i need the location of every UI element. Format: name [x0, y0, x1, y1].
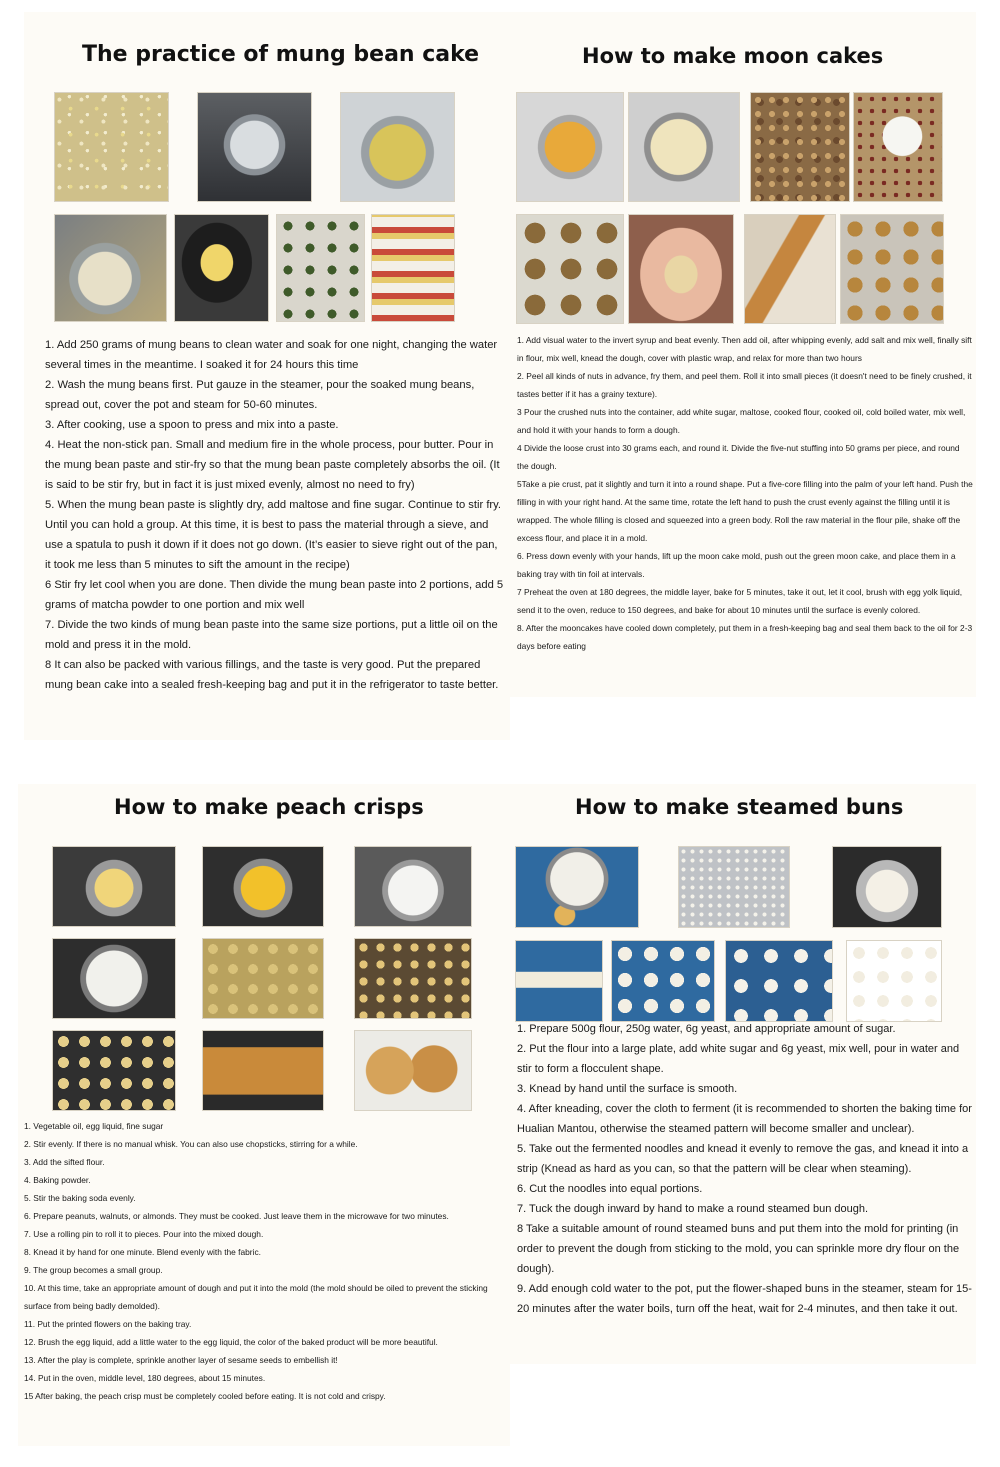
step-item: 6. Cut the noodles into equal portions. — [517, 1183, 703, 1195]
step-item: 11. Put the printed flowers on the baking tray. — [24, 1319, 192, 1329]
photo-invert-syrup — [516, 92, 624, 202]
step-item: 6 Stir fry let cool when you are done. Then divide the mung bean paste into 2 portions, add 5 grams of matcha powder to one portion and mix well — [45, 579, 504, 611]
step-item: 8 It can also be packed with various fillings, and the taste is very good. Put the prepared mung bean cake into a sealed fresh-keeping bag and put it in the refrigerator to taste better. — [45, 659, 499, 691]
step-item: 4 Divide the loose crust into 30 grams each, and round it. Divide the five-nut stuffing into 50 grams per piece, and round the dough. — [517, 443, 960, 471]
step-item: 12. Brush the egg liquid, add a little water to the egg liquid, the color of the baked product will be more beautiful. — [24, 1337, 438, 1347]
photo-round-buns — [725, 940, 833, 1022]
photo-dough-strip — [515, 940, 603, 1022]
step-item: 3. After cooking, use a spoon to press and mix into a paste. — [45, 419, 339, 431]
photo-flour-yeast — [515, 846, 639, 928]
photo-whisk-egg — [202, 846, 324, 927]
step-item: 7. Tuck the dough inward by hand to make a round steamed bun dough. — [517, 1203, 869, 1215]
photo-wrapping-filling — [628, 214, 734, 324]
step-item: 4. Heat the non-stick pan. Small and medium fire in the whole process, pour butter. Pour in the mung bean paste and stir-fry so that the mung bean paste completely absorbs the oil. (It is said to be stir fry, but in fact it is just mixed evenly, almost no need to fry) — [45, 439, 500, 491]
photo-molded-cakes-tray — [276, 214, 365, 322]
photo-mixed-dough — [202, 938, 324, 1019]
step-item: 8 Take a suitable amount of round steamed buns and put them into the mold for printing (in order to prevent the dough from sticking to the mold, you can sprinkle more dry flour on the dough). — [517, 1223, 960, 1275]
step-item: 8. Knead it by hand for one minute. Blend evenly with the fabric. — [24, 1247, 261, 1257]
step-item: 2. Peel all kinds of nuts in advance, fry them, and peel them. Roll it into small pieces (it doesn't need to be finely crushed, it tastes better if it has a grainy texture). — [517, 371, 972, 399]
photo-baked-moon-cakes — [840, 214, 944, 324]
photo-nut-mix — [750, 92, 850, 202]
step-item: 7 Preheat the oven at 180 degrees, the middle layer, bake for 5 minutes, take it out, let it cool, brush with egg yolk liquid, send it to the oven, reduce to 150 degrees, and bake for about 10 minutes until the surface is evenly colored. — [517, 587, 963, 615]
photo-soaked-mung-beans — [54, 92, 169, 202]
photo-cut-pieces — [611, 940, 715, 1022]
photo-steamer-pot — [197, 92, 312, 202]
step-item: 5. Take out the fermented noodles and knead it evenly to remove the gas, and knead it into a strip (Knead as hard as you can, so that the pattern will be clear when steaming). — [517, 1143, 969, 1175]
peach-crisps-section — [18, 784, 510, 1446]
photo-sieving-paste — [54, 214, 167, 322]
photo-dough-mixing — [628, 92, 740, 202]
step-item: 6. Prepare peanuts, walnuts, or almonds. They must be cooked. Just leave them in the microwave for two minutes. — [24, 1211, 449, 1221]
step-item: 9. The group becomes a small group. — [24, 1265, 163, 1275]
photo-finished-crisps — [354, 1030, 472, 1111]
photo-baked-tray — [202, 1030, 324, 1111]
step-item: 3 Pour the crushed nuts into the container, add white sugar, maltose, cooked flour, cooked oil, cold boiled water, mix well, and hold it with your hands to form a dough. — [517, 407, 966, 435]
step-item: 1. Add 250 grams of mung beans to clean water and soak for one night, changing the water several times in the meantime. I soaked it for 24 hours this time — [45, 339, 498, 371]
step-item: 15 After baking, the peach crisp must be completely cooled before eating. It is not cold and crispy. — [24, 1391, 386, 1401]
step-item: 2. Wash the mung beans first. Put gauze in the steamer, pour the soaked mung beans, spread out, cover the pot and steam for 50-60 minutes. — [45, 379, 475, 411]
step-item: 9. Add enough cold water to the pot, put the flower-shaped buns in the steamer, steam for 15-20 minutes after the water boils, turn off the heat, wait for 2-4 minutes, and then take it out. — [517, 1283, 972, 1315]
mung-bean-cake-section — [24, 12, 510, 740]
photo-filling-balls — [516, 214, 624, 324]
steps-list — [24, 1117, 506, 1405]
steps-list — [517, 331, 973, 655]
photo-filling-mix — [853, 92, 943, 202]
step-item: 13. After the play is complete, sprinkle another layer of sesame seeds to embellish it! — [24, 1355, 338, 1365]
section-title: How to make moon cakes — [582, 44, 884, 68]
photo-sifted-flour — [354, 846, 472, 927]
photo-oil-egg-bowl — [52, 846, 176, 927]
step-item: 14. Put in the oven, middle level, 180 degrees, about 15 minutes. — [24, 1373, 266, 1383]
section-title: How to make peach crisps — [114, 795, 424, 819]
photo-smooth-dough — [832, 846, 942, 928]
step-item: 6. Press down evenly with your hands, lift up the moon cake mold, push out the green moon cake, and place them in a baking tray with tin foil at intervals. — [517, 551, 956, 579]
step-item: 10. At this time, take an appropriate amount of dough and put it into the mold (the mold should be oiled to prevent the sticking surface from being badly demolded). — [24, 1283, 488, 1311]
photo-moon-cake-mold — [744, 214, 836, 324]
steps-list — [517, 1019, 973, 1319]
steamed-buns-section — [510, 784, 976, 1364]
step-item: 4. Baking powder. — [24, 1175, 91, 1185]
step-item: 3. Knead by hand until the surface is smooth. — [517, 1083, 738, 1095]
section-title: The practice of mung bean cake — [82, 42, 480, 67]
step-item: 7. Use a rolling pin to roll it to pieces. Pour into the mixed dough. — [24, 1229, 264, 1239]
step-item: 3. Add the sifted flour. — [24, 1157, 105, 1167]
step-item: 2. Put the flour into a large plate, add white sugar and 6g yeast, mix well, pour in water and stir to form a flocculent shape. — [517, 1043, 960, 1075]
photo-pressed-bean-paste — [340, 92, 455, 202]
photo-baking-powder — [52, 938, 176, 1019]
step-item: 4. After kneading, cover the cloth to ferment (it is recommended to shorten the baking time for Hualian Mantou, otherwise the steamed pattern will become smaller and unclear). — [517, 1103, 972, 1135]
photo-buns-in-steamer — [846, 940, 942, 1022]
moon-cakes-section — [510, 12, 976, 697]
step-item: 5. When the mung bean paste is slightly dry, add maltose and fine sugar. Continue to stir fry. Until you can hold a group. At this time, it is best to pass the material through a sieve, and use a spatula to push it down if it does not go down. (It’s easier to sieve right out of the pan, it took me less than 5 minutes to sift the amount in the recipe) — [45, 499, 502, 571]
step-item: 1. Prepare 500g flour, 250g water, 6g yeast, and appropriate amount of sugar. — [517, 1023, 896, 1035]
photo-stir-fry-paste — [174, 214, 269, 322]
steps-list — [45, 335, 505, 695]
section-title: How to make steamed buns — [575, 795, 904, 819]
step-item: 1. Add visual water to the invert syrup and beat evenly. Then add oil, after whipping evenly, add salt and mix well, finally sift in flour, mix well, knead the dough, cover with plastic wrap, and relax for more than two hours — [517, 335, 972, 363]
photo-tray-crisps — [52, 1030, 176, 1111]
photo-dough-balls — [354, 938, 472, 1019]
step-item: 1. Vegetable oil, egg liquid, fine sugar — [24, 1121, 164, 1131]
step-item: 7. Divide the two kinds of mung bean paste into the same size portions, put a little oil on the mold and press it in the mold. — [45, 619, 498, 651]
photo-flocculent-flour — [678, 846, 790, 928]
step-item: 8. After the mooncakes have cooled down completely, put them in a fresh-keeping bag and seal them back to the oil for 2-3 days before eating — [517, 623, 973, 651]
step-item: 5. Stir the baking soda evenly. — [24, 1193, 136, 1203]
step-item: 5Take a pie crust, pat it slightly and turn it into a round shape. Put a five-core filling into the palm of your left hand. Push the filling in with your right hand. At the same time, rotate the left hand to push the crust evenly against the filling until it is wrapped. The whole filling is closed and squeezed into a green body. Roll the raw material in the flour pile, shake off the excess flour, and place it in a mold. — [517, 479, 973, 543]
step-item: 2. Stir evenly. If there is no manual whisk. You can also use chopsticks, stirring for a while. — [24, 1139, 358, 1149]
photo-packed-cakes — [371, 214, 455, 322]
